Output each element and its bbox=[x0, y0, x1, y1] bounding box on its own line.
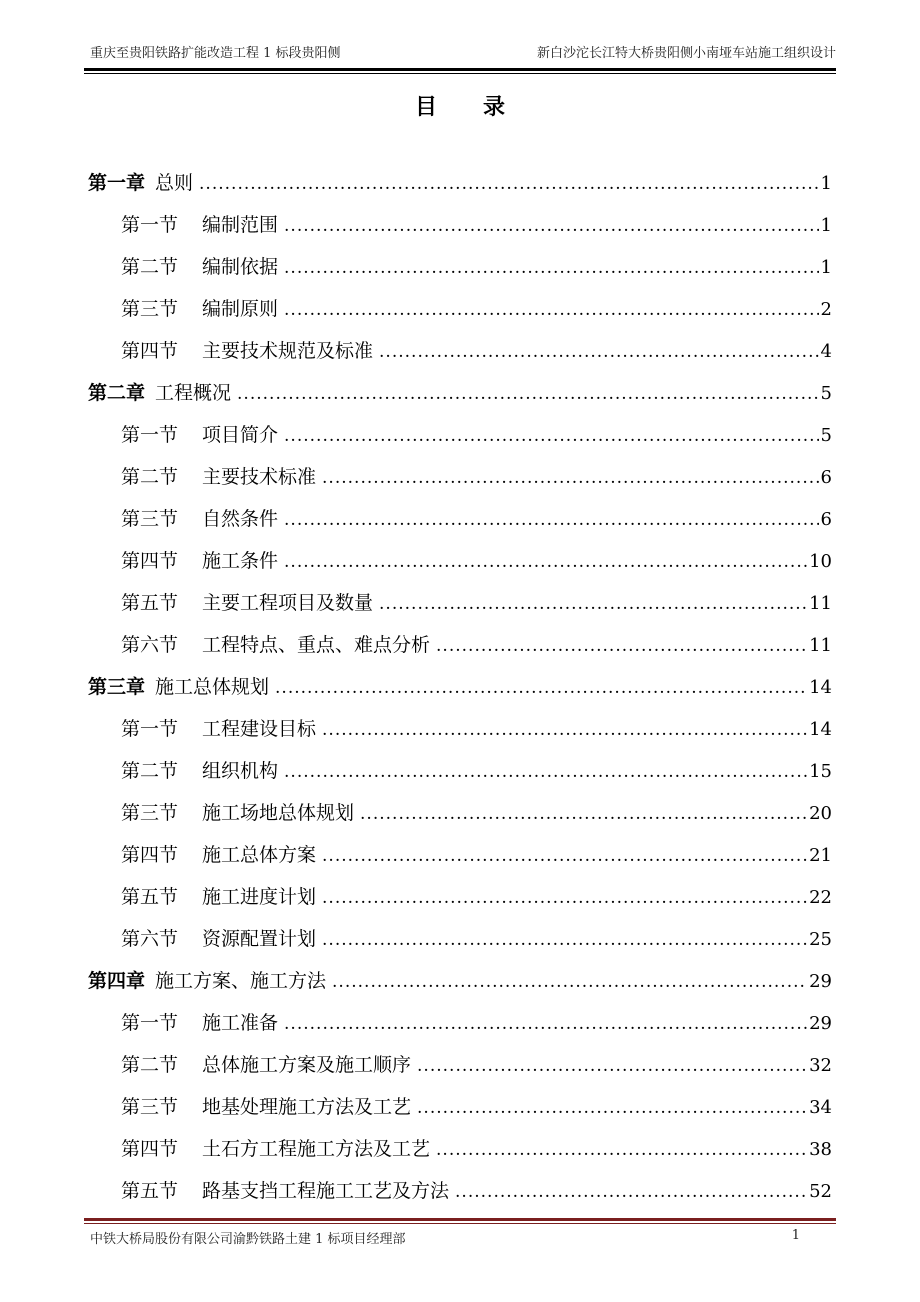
toc-page-number: 11 bbox=[809, 635, 832, 656]
toc-entry-title: 编制原则 bbox=[202, 298, 279, 320]
toc-section-row[interactable] bbox=[88, 288, 832, 330]
toc-page-number: 14 bbox=[809, 719, 832, 740]
toc-entry-label: 第四节 bbox=[121, 1138, 179, 1160]
page-footer bbox=[84, 1228, 836, 1248]
toc-dot-leader bbox=[417, 1087, 807, 1129]
toc-page-number: 15 bbox=[809, 761, 832, 782]
toc-page-number: 2 bbox=[820, 299, 832, 320]
toc-page-number: 6 bbox=[820, 467, 832, 488]
toc-entry-title: 主要技术规范及标准 bbox=[202, 340, 374, 362]
toc-page-number: 5 bbox=[820, 425, 832, 446]
toc-entry-label: 第三节 bbox=[121, 1096, 179, 1118]
toc-chapter-row[interactable] bbox=[88, 372, 832, 414]
toc-entry-title: 施工进度计划 bbox=[202, 886, 317, 908]
toc-section-row[interactable] bbox=[88, 414, 832, 456]
toc-entry-label: 第五节 bbox=[121, 1180, 179, 1202]
toc-entry-title: 资源配置计划 bbox=[202, 928, 317, 950]
toc-page-number: 1 bbox=[820, 173, 832, 194]
toc-chapter-row[interactable] bbox=[88, 666, 832, 708]
toc-section-row[interactable] bbox=[88, 876, 832, 918]
toc-dot-leader bbox=[284, 289, 819, 331]
toc-section-row[interactable] bbox=[88, 624, 832, 666]
toc-entry-title: 编制范围 bbox=[202, 214, 279, 236]
toc-dot-leader bbox=[379, 583, 807, 625]
toc-entry-label: 第一节 bbox=[121, 214, 179, 236]
toc-page-number: 20 bbox=[809, 803, 832, 824]
toc-entry-title: 工程概况 bbox=[155, 382, 232, 404]
toc-dot-leader bbox=[322, 919, 807, 961]
toc-entry-title: 施工准备 bbox=[202, 1012, 279, 1034]
toc-section-row[interactable] bbox=[88, 498, 832, 540]
toc-page-number: 4 bbox=[820, 341, 832, 362]
toc-entry-title: 工程特点、重点、难点分析 bbox=[202, 634, 431, 656]
toc-entry-title: 主要技术标准 bbox=[202, 466, 317, 488]
toc-entry-title: 工程建设目标 bbox=[202, 718, 317, 740]
toc-page-number: 22 bbox=[809, 887, 832, 908]
toc-entry-title: 项目简介 bbox=[202, 424, 279, 446]
toc-entry-label: 第一节 bbox=[121, 1012, 179, 1034]
toc-entry-label: 第四节 bbox=[121, 844, 179, 866]
toc-dot-leader bbox=[455, 1171, 807, 1213]
toc-entry-title: 路基支挡工程施工工艺及方法 bbox=[202, 1180, 450, 1202]
toc-page-number: 38 bbox=[809, 1139, 832, 1160]
toc-dot-leader bbox=[332, 961, 807, 1003]
toc-section-row[interactable] bbox=[88, 246, 832, 288]
toc-dot-leader bbox=[322, 457, 819, 499]
toc-section-row[interactable] bbox=[88, 1170, 832, 1212]
toc-entry-title: 总则 bbox=[155, 172, 194, 194]
toc-entry-label: 第三节 bbox=[121, 802, 179, 824]
toc-entry-label: 第四章 bbox=[88, 970, 146, 992]
footer-left-text: 中铁大桥局股份有限公司渝黔铁路土建 1 标项目经理部 bbox=[90, 1232, 406, 1247]
toc-dot-leader bbox=[284, 1003, 807, 1045]
toc-entry-label: 第五节 bbox=[121, 592, 179, 614]
toc-dot-leader bbox=[275, 667, 807, 709]
header-right-text: 新白沙沱长江特大桥贵阳侧小南垭车站施工组织设计 bbox=[536, 46, 836, 61]
toc-section-row[interactable] bbox=[88, 792, 832, 834]
toc-dot-leader bbox=[199, 163, 819, 205]
toc-dot-leader bbox=[322, 835, 807, 877]
toc-dot-leader bbox=[284, 247, 819, 289]
toc-dot-leader bbox=[284, 205, 819, 247]
toc-entry-label: 第一章 bbox=[88, 172, 146, 194]
toc-section-row[interactable] bbox=[88, 540, 832, 582]
page-title: 目录 bbox=[414, 94, 551, 120]
toc-page-number: 25 bbox=[809, 929, 832, 950]
toc-entry-title: 土石方工程施工方法及工艺 bbox=[202, 1138, 431, 1160]
toc-entry-label: 第二章 bbox=[88, 382, 146, 404]
toc-page-number: 21 bbox=[809, 845, 832, 866]
toc-section-row[interactable] bbox=[88, 834, 832, 876]
footer-rule bbox=[84, 1218, 836, 1221]
toc-chapter-row[interactable] bbox=[88, 960, 832, 1002]
toc-page-number: 10 bbox=[809, 551, 832, 572]
toc-page-number: 1 bbox=[820, 257, 832, 278]
toc-entry-label: 第三节 bbox=[121, 298, 179, 320]
toc-section-row[interactable] bbox=[88, 750, 832, 792]
toc-entry-title: 施工总体方案 bbox=[202, 844, 317, 866]
toc-page-number: 32 bbox=[809, 1055, 832, 1076]
toc-dot-leader bbox=[322, 877, 807, 919]
toc-entry-title: 地基处理施工方法及工艺 bbox=[202, 1096, 412, 1118]
toc-page-number: 1 bbox=[820, 215, 832, 236]
toc-section-row[interactable] bbox=[88, 582, 832, 624]
toc-entry-title: 施工场地总体规划 bbox=[202, 802, 355, 824]
header-rule bbox=[84, 68, 836, 71]
toc-dot-leader bbox=[360, 793, 807, 835]
toc-dot-leader bbox=[417, 1045, 807, 1087]
toc-section-row[interactable] bbox=[88, 1086, 832, 1128]
toc-entry-label: 第四节 bbox=[121, 340, 179, 362]
toc-entry-label: 第二节 bbox=[121, 256, 179, 278]
toc-page-number: 5 bbox=[820, 383, 832, 404]
toc-dot-leader bbox=[436, 1129, 807, 1171]
toc-section-row[interactable] bbox=[88, 1128, 832, 1170]
toc-entry-label: 第一节 bbox=[121, 718, 179, 740]
toc-page-number: 34 bbox=[809, 1097, 832, 1118]
toc-dot-leader bbox=[284, 499, 819, 541]
toc-dot-leader bbox=[379, 331, 819, 373]
footer-page-number: 1 bbox=[791, 1228, 800, 1243]
toc-entry-title: 施工方案、施工方法 bbox=[155, 970, 327, 992]
toc-page-number: 52 bbox=[809, 1181, 832, 1202]
toc-entry-title: 施工条件 bbox=[202, 550, 279, 572]
page-header bbox=[84, 42, 836, 64]
toc-entry-title: 组织机构 bbox=[202, 760, 279, 782]
toc-entry-title: 自然条件 bbox=[202, 508, 279, 530]
toc-section-row[interactable] bbox=[88, 330, 832, 372]
toc-entry-label: 第五节 bbox=[121, 886, 179, 908]
toc-dot-leader bbox=[322, 709, 807, 751]
toc-page-number: 29 bbox=[809, 1013, 832, 1034]
toc-section-row[interactable] bbox=[88, 708, 832, 750]
toc-section-row[interactable] bbox=[88, 918, 832, 960]
toc-page-number: 11 bbox=[809, 593, 832, 614]
toc-page-number: 29 bbox=[809, 971, 832, 992]
toc-entry-label: 第三章 bbox=[88, 676, 146, 698]
header-left-text: 重庆至贵阳铁路扩能改造工程 1 标段贵阳侧 bbox=[90, 46, 341, 61]
toc-entry-title: 施工总体规划 bbox=[155, 676, 270, 698]
toc-entry-label: 第四节 bbox=[121, 550, 179, 572]
toc-dot-leader bbox=[436, 625, 807, 667]
toc-page-number: 14 bbox=[809, 677, 832, 698]
toc-section-row[interactable] bbox=[88, 1002, 832, 1044]
toc-dot-leader bbox=[284, 541, 807, 583]
toc-dot-leader bbox=[237, 373, 819, 415]
toc-section-row[interactable] bbox=[88, 204, 832, 246]
toc-section-row[interactable] bbox=[88, 1044, 832, 1086]
toc-entry-label: 第六节 bbox=[121, 928, 179, 950]
toc-entry-label: 第二节 bbox=[121, 466, 179, 488]
toc-entry-label: 第六节 bbox=[121, 634, 179, 656]
toc-entry-label: 第二节 bbox=[121, 760, 179, 782]
toc-dot-leader bbox=[284, 751, 807, 793]
toc-page-number: 6 bbox=[820, 509, 832, 530]
toc-section-row[interactable] bbox=[88, 456, 832, 498]
toc-entry-title: 总体施工方案及施工顺序 bbox=[202, 1054, 412, 1076]
toc-entry-title: 编制依据 bbox=[202, 256, 279, 278]
toc-dot-leader bbox=[284, 415, 819, 457]
toc-entry-label: 第二节 bbox=[121, 1054, 179, 1076]
toc-chapter-row[interactable] bbox=[88, 162, 832, 204]
toc-entry-label: 第三节 bbox=[121, 508, 179, 530]
toc-entry-title: 主要工程项目及数量 bbox=[202, 592, 374, 614]
table-of-contents bbox=[88, 162, 832, 1212]
header-rule-thin bbox=[84, 73, 836, 74]
footer-rule-thin bbox=[84, 1223, 836, 1224]
toc-entry-label: 第一节 bbox=[121, 424, 179, 446]
